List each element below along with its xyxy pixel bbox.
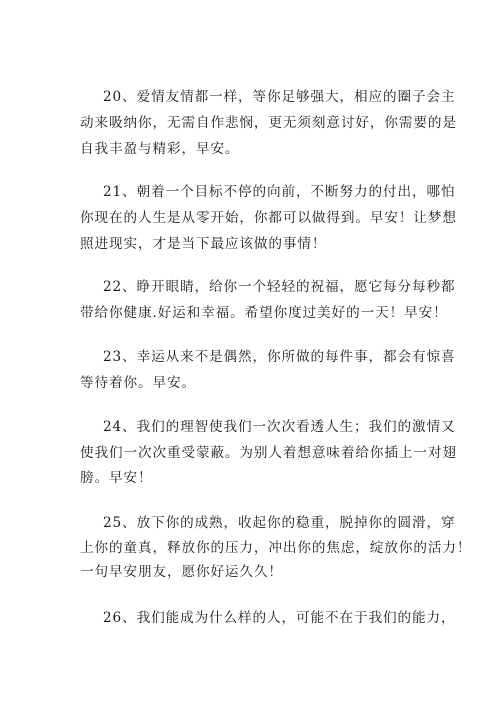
paragraph-line: 22、睁开眼睛，给你一个轻轻的祝福，愿它每分每秒都 (103, 279, 456, 295)
paragraph-line: 上你的童真，释放你的压力，冲出你的焦虑，绽放你的活力！ (80, 540, 472, 556)
paragraph-line: 24、我们的理智使我们一次次看透人生；我们的激情又 (103, 419, 456, 435)
paragraph-line: 使我们一次次重受蒙蔽。为别人着想意味着给你插上一对翅 (80, 445, 457, 461)
paragraph-line: 自我丰盈与精彩，早安。 (80, 141, 240, 157)
paragraph-line: 等待着你。早安。 (80, 375, 196, 391)
paragraph-line: 23、幸运从来不是偶然，你所做的每件事，都会有惊喜 (103, 349, 456, 365)
paragraph-line: 25、放下你的成熟，收起你的稳重，脱掉你的圆滑，穿 (103, 515, 456, 531)
paragraph-line: 带给你健康.好运和幸福。希望你度过美好的一天！早安！ (80, 305, 448, 321)
paragraph-line: 20、爱情友情都一样，等你足够强大，相应的圈子会主 (103, 89, 456, 105)
paragraph-line: 26、我们能成为什么样的人，可能不在于我们的能力， (103, 610, 456, 626)
paragraph-line: 照进现实，才是当下最应该做的事情！ (80, 236, 327, 252)
paragraph-line: 一句早安朋友，愿你好运久久！ (80, 564, 283, 580)
paragraph-line: 21、朝着一个目标不停的向前，不断努力的付出，哪怕 (103, 184, 456, 200)
paragraph-line: 动来吸纳你，无需自作悲悯，更无须刻意讨好，你需要的是 (80, 115, 457, 131)
paragraph-line: 膀。早安！ (80, 470, 153, 486)
paragraph-line: 你现在的人生是从零开始，你都可以做得到。早安！让梦想 (80, 210, 457, 226)
